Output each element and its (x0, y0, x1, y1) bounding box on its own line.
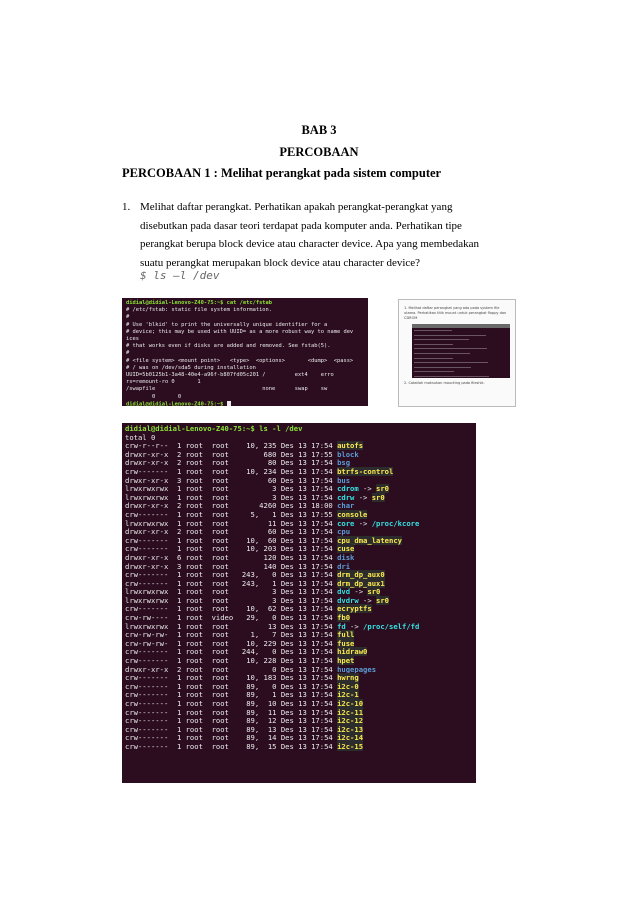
ls-links: 1 (176, 647, 182, 657)
ls-size: 243, 1 (241, 578, 277, 588)
ls-owner: root (185, 570, 203, 580)
ls-size: 10, 234 (246, 466, 277, 476)
ls-name: hugepages (337, 664, 377, 674)
ls-terminal-screenshot (122, 423, 476, 783)
ls-owner: root (185, 733, 203, 743)
ls-owner: root (185, 656, 203, 666)
ls-perm: crw------- (125, 716, 169, 726)
ls-size: 3 (272, 492, 277, 502)
ls-size: 10, 62 (246, 604, 277, 614)
ls-size: 89, 15 (246, 741, 277, 751)
cursor (227, 401, 231, 406)
ls-group: root (211, 501, 229, 511)
ls-link-target: sr0 (376, 484, 390, 494)
ls-perm: crw-r--r-- (125, 441, 169, 451)
ls-date: Des 13 17:54 (280, 552, 333, 562)
ls-size: 60 (267, 475, 277, 485)
ls-owner: root (185, 552, 203, 562)
side-step-2: 2. Catatlah maksukan mounting pada fileshik. (404, 381, 485, 385)
ls-links: 1 (176, 699, 182, 708)
ls-group: root (211, 570, 229, 580)
ls-owner: root (185, 475, 203, 485)
ls-perm: lrwxrwxrwx (125, 518, 169, 528)
fstab-line: # device; this may be used with UUID= as a more robust way to name dev (126, 328, 354, 335)
ls-links: 1 (176, 630, 182, 640)
ls-owner: root (185, 466, 203, 476)
ls-date: Des 13 17:54 (280, 604, 333, 614)
ls-name: dri (337, 561, 351, 571)
ls-date: Des 13 17:54 (280, 613, 333, 623)
ls-links: 2 (176, 449, 182, 459)
ls-name: hpet (337, 656, 355, 666)
ls-name: hwrng (337, 673, 359, 683)
ls-date: Des 13 17:54 (280, 544, 333, 554)
ls-perm: crw------- (125, 724, 169, 734)
ls-name: fb0 (337, 613, 351, 623)
ls-perm: drwxr-xr-x (125, 552, 169, 562)
ls-perm: crw------- (125, 681, 169, 691)
side-thumbnail (398, 299, 516, 407)
ls-perm: crw------- (125, 466, 169, 476)
ls-row: lrwxrwxrwx 1 root root 11 Des 13 17:54 core -> /proc/kcore (125, 518, 420, 528)
ls-size: 243, 0 (241, 570, 277, 580)
task-text: Melihat daftar perangkat. Perhatikan apakah perangkat-perangkat yang disebutkan pada dasar teori terdapat pada komputer anda. Perhatikan tipe perangkat berupa block device atau character device. Apa yang membedakan suatu perangkat merupakan block device atau character device? (140, 201, 479, 269)
ls-size: 10, 183 (246, 673, 277, 683)
fstab-line: ices (126, 336, 139, 343)
ls-date: Des 13 17:54 (280, 475, 333, 485)
ls-size: 10, 203 (246, 544, 277, 554)
ls-owner: root (185, 604, 203, 614)
ls-size: 10, 228 (246, 656, 277, 666)
ls-perm: crw------- (125, 707, 169, 717)
ls-perm: crw------- (125, 544, 169, 554)
ls-date: Des 13 17:54 (280, 724, 333, 734)
ls-size: 89, 11 (246, 707, 277, 717)
fstab-line: /swapfile none swap sw (126, 386, 328, 393)
ls-perm: drwxr-xr-x (125, 501, 169, 511)
fstab-line: UUID=5b0125b1-3a48-40e4-a96f-b807fd05c201 / ext4 erro (126, 372, 334, 379)
ls-perm: drwxr-xr-x (125, 449, 169, 459)
ls-size: 10, 60 (246, 535, 277, 545)
fstab-line: # (126, 314, 130, 321)
ls-perm: crw------- (125, 647, 169, 657)
ls-date: Des 13 17:54 (280, 578, 333, 588)
ls-owner: root (185, 681, 203, 691)
ls-link-target: sr0 (371, 492, 385, 502)
ls-perm: drwxr-xr-x (125, 475, 169, 485)
ls-date: Des 13 17:54 (280, 733, 333, 743)
fstab-line: # <file system> <mount point> <type> <options> <dump> <pass> (126, 357, 354, 364)
ls-perm: crw------- (125, 733, 169, 743)
ls-perm: crw-rw---- (125, 613, 169, 623)
ls-links: 1 (176, 621, 182, 631)
mini-terminal-titlebar (412, 324, 510, 328)
ls-links: 1 (176, 716, 182, 726)
ls-owner: root (185, 741, 203, 751)
ls-owner: root (185, 587, 203, 597)
ls-links: 1 (176, 733, 182, 743)
ls-date: Des 13 17:54 (280, 707, 333, 717)
ls-size: 89, 14 (246, 733, 277, 743)
ls-perm: lrwxrwxrwx (125, 492, 169, 502)
ls-date: Des 13 17:54 (280, 716, 333, 726)
ls-name: i2c-14 (337, 733, 364, 743)
ls-owner: root (185, 724, 203, 734)
ls-group: root (211, 509, 229, 519)
ls-owner: root (185, 673, 203, 683)
ls-name: cuse (337, 544, 355, 554)
ls-total: total 0 (125, 432, 156, 442)
ls-owner: root (185, 518, 203, 528)
ls-links: 2 (176, 664, 182, 674)
ls-size: 89, 10 (246, 699, 277, 708)
ls-date: Des 13 17:54 (280, 518, 333, 528)
ls-links: 1 (176, 518, 182, 528)
ls-date: Des 13 17:54 (280, 535, 333, 545)
ls-date: Des 13 17:54 (280, 466, 333, 476)
ls-group: root (211, 587, 229, 597)
ls-perm: crw------- (125, 578, 169, 588)
ls-perm: drwxr-xr-x (125, 458, 169, 468)
ls-links: 1 (176, 535, 182, 545)
ls-owner: root (185, 509, 203, 519)
ls-perm: crw-rw-rw- (125, 638, 169, 648)
ls-size: 5, 1 (250, 509, 277, 519)
ls-size: 10, 229 (246, 638, 277, 648)
ls-date: Des 13 17:54 (280, 441, 333, 451)
mini-terminal-line (414, 376, 489, 378)
fstab-line: # / was on /dev/sda5 during installation (126, 364, 256, 371)
ls-group: root (211, 733, 229, 743)
ls-name: cpu (337, 527, 351, 537)
ls-group: root (211, 544, 229, 554)
ls-owner: root (185, 699, 203, 708)
ls-date: Des 13 17:54 (280, 673, 333, 683)
ls-links: 1 (176, 509, 182, 519)
ls-perm: lrwxrwxrwx (125, 484, 169, 494)
ls-date: Des 13 17:54 (280, 527, 333, 537)
ls-owner: root (185, 638, 203, 648)
fstab-line: 0 0 (126, 393, 182, 400)
ls-perm: crw------- (125, 656, 169, 666)
ls-group: root (211, 664, 229, 674)
ls-group: root (211, 475, 229, 485)
ls-links: 1 (176, 595, 182, 605)
ls-date: Des 13 17:54 (280, 630, 333, 640)
ls-links: 1 (176, 690, 182, 700)
ls-group: root (211, 492, 229, 502)
ls-owner: root (185, 492, 203, 502)
ls-date: Des 13 17:54 (280, 647, 333, 657)
ls-date: Des 13 17:55 (280, 449, 333, 459)
ls-group: root (211, 716, 229, 726)
ls-date: Des 13 17:54 (280, 587, 333, 597)
ls-owner: root (185, 484, 203, 494)
ls-links: 1 (176, 681, 182, 691)
ls-links: 2 (176, 527, 182, 537)
ls-perm: drwxr-xr-x (125, 527, 169, 537)
ls-owner: root (185, 578, 203, 588)
ls-size: 11 (267, 518, 277, 528)
ls-rows (125, 442, 473, 751)
ls-group: root (211, 681, 229, 691)
ls-links: 1 (176, 587, 182, 597)
ls-size: 29, 0 (246, 613, 277, 623)
ls-owner: root (185, 561, 203, 571)
fstab-line: # (126, 350, 130, 357)
ls-name: i2c-12 (337, 716, 364, 726)
ls-size: 3 (272, 484, 277, 494)
ls-group: root (211, 630, 229, 640)
ls-date: Des 13 17:54 (280, 595, 333, 605)
ls-owner: root (185, 527, 203, 537)
ls-group: root (211, 638, 229, 648)
ls-links: 1 (176, 441, 182, 451)
ls-owner: root (185, 664, 203, 674)
ls-date: Des 13 17:54 (280, 656, 333, 666)
ls-size: 4260 (259, 501, 277, 511)
ls-name: i2c-15 (337, 741, 364, 751)
ls-perm: crw------- (125, 741, 169, 751)
ls-size: 80 (267, 458, 277, 468)
ls-group: video (211, 613, 234, 623)
ls-date: Des 13 17:54 (280, 492, 333, 502)
ls-name: disk (337, 552, 355, 562)
fstab-line: # /etc/fstab: static file system information. (126, 307, 273, 314)
ls-size: 140 (263, 561, 277, 571)
ls-links: 1 (176, 604, 182, 614)
ls-owner: root (185, 501, 203, 511)
ls-owner: root (185, 613, 203, 623)
ls-group: root (211, 552, 229, 562)
experiment-title: PERCOBAAN 1 : Melihat perangkat pada sistem computer (122, 166, 442, 180)
ls-name: bsg (337, 458, 351, 468)
ls-group: root (211, 595, 229, 605)
ls-size: 89, 12 (246, 716, 277, 726)
ls-size: 244, 0 (241, 647, 277, 657)
ls-size: 120 (263, 552, 277, 562)
ls-name: char (337, 501, 355, 511)
ls-date: Des 13 17:54 (280, 621, 333, 631)
ls-group: root (211, 484, 229, 494)
ls-perm: crw------- (125, 690, 169, 700)
ls-date: Des 13 17:54 (280, 638, 333, 648)
ls-links: 6 (176, 552, 182, 562)
ls-name: cdrw (337, 492, 355, 502)
ls-date: Des 13 17:54 (280, 570, 333, 580)
ls-links: 1 (176, 673, 182, 683)
ls-group: root (211, 690, 229, 700)
ls-owner: root (185, 716, 203, 726)
ls-name: cpu_dma_latency (337, 535, 402, 545)
ls-group: root (211, 699, 229, 708)
ls-date: Des 13 17:54 (280, 664, 333, 674)
ls-row: lrwxrwxrwx 1 root root 3 Des 13 17:54 dvdrw -> sr0 (125, 595, 390, 605)
ls-size: 89, 1 (246, 690, 277, 700)
fstab-terminal-screenshot (122, 298, 368, 406)
ls-group: root (211, 578, 229, 588)
ls-perm: crw------- (125, 699, 169, 708)
ls-name: hidraw0 (337, 647, 368, 657)
ls-name: drm_dp_aux0 (337, 570, 385, 580)
task-number: 1. (122, 201, 131, 213)
side-step-1: 1. Melihat daftar perangkat yang ada pada system file utama. Perhatikan titik mount untuk perangkat floppy dan CDROM (404, 306, 507, 320)
ls-row: lrwxrwxrwx 1 root root 3 Des 13 17:54 cdrom -> sr0 (125, 484, 390, 494)
ls-owner: root (185, 449, 203, 459)
ls-date: Des 13 17:54 (280, 484, 333, 494)
ls-links: 2 (176, 458, 182, 468)
ls-name: i2c-0 (337, 681, 359, 691)
ls-group: root (211, 441, 229, 451)
ls-group: root (211, 707, 229, 717)
ls-links: 1 (176, 707, 182, 717)
ls-links: 2 (176, 501, 182, 511)
ls-name: console (337, 509, 368, 519)
ls-owner: root (185, 647, 203, 657)
ls-perm: crw------- (125, 673, 169, 683)
ls-name: cdrom (337, 484, 359, 494)
ls-group: root (211, 656, 229, 666)
fstab-line: # Use 'blkid' to print the universally unique identifier for a (126, 321, 328, 328)
ls-name: bus (337, 475, 351, 485)
ls-date: Des 13 17:54 (280, 741, 333, 751)
ls-group: root (211, 449, 229, 459)
ls-prompt: didial@didial-Lenovo-Z40-75:~$ ls -l /dev (125, 424, 303, 433)
ls-owner: root (185, 690, 203, 700)
ls-links: 1 (176, 570, 182, 580)
ls-size: 13 (267, 621, 277, 631)
ls-perm: crw------- (125, 604, 169, 614)
ls-link-target: /proc/self/fd (363, 621, 420, 631)
ls-row: lrwxrwxrwx 1 root root 3 Des 13 17:54 cdrw -> sr0 (125, 492, 385, 502)
ls-links: 1 (176, 484, 182, 494)
ls-links: 3 (176, 561, 182, 571)
ls-perm: crw------- (125, 535, 169, 545)
ls-date: Des 13 17:54 (280, 561, 333, 571)
ls-size: 680 (263, 449, 277, 459)
ls-perm: lrwxrwxrwx (125, 621, 169, 631)
ls-links: 1 (176, 656, 182, 666)
ls-name: full (337, 630, 355, 640)
ls-name: fuse (337, 638, 355, 648)
ls-row (125, 743, 473, 752)
ls-row: lrwxrwxrwx 1 root root 3 Des 13 17:54 dvd -> sr0 (125, 587, 381, 597)
ls-name: core (337, 518, 355, 528)
fstab-line: didial@didial-Lenovo-Z40-75:~$ (126, 401, 364, 406)
ls-perm: drwxr-xr-x (125, 664, 169, 674)
ls-group: root (211, 621, 229, 631)
ls-group: root (211, 458, 229, 468)
ls-owner: root (185, 707, 203, 717)
ls-owner: root (185, 441, 203, 451)
ls-group: root (211, 561, 229, 571)
ls-group: root (211, 518, 229, 528)
fstab-line: didial@didial-Lenovo-Z40-75:~$ cat /etc/fstab (126, 300, 273, 306)
fstab-line: # that works even if disks are added and removed. See fstab(5). (126, 343, 331, 350)
ls-owner: root (185, 535, 203, 545)
ls-links: 1 (176, 638, 182, 648)
task-1 (122, 198, 482, 272)
ls-size: 89, 13 (246, 724, 277, 734)
ls-group: root (211, 741, 229, 751)
ls-owner: root (185, 458, 203, 468)
ls-links: 1 (176, 492, 182, 502)
ls-size: 3 (272, 595, 277, 605)
ls-owner: root (185, 595, 203, 605)
ls-perm: lrwxrwxrwx (125, 595, 169, 605)
ls-owner: root (185, 621, 203, 631)
ls-name: ecryptfs (337, 604, 372, 614)
ls-links: 1 (176, 466, 182, 476)
ls-size: 3 (272, 587, 277, 597)
ls-links: 3 (176, 475, 182, 485)
ls-link-target: sr0 (367, 587, 381, 597)
ls-size: 1, 7 (250, 630, 277, 640)
ls-date: Des 13 17:54 (280, 690, 333, 700)
ls-size: 0 (272, 664, 277, 674)
ls-name: dvdrw (337, 595, 359, 605)
ls-owner: root (185, 544, 203, 554)
chapter-title: BAB 3 (301, 123, 337, 137)
task-command: $ ls –l /dev (140, 269, 220, 282)
mini-terminal (412, 324, 510, 378)
ls-group: root (211, 724, 229, 734)
ls-name: i2c-11 (337, 707, 364, 717)
section-title: PERCOBAAN (279, 145, 359, 159)
ls-name: block (337, 449, 359, 459)
ls-name: i2c-10 (337, 699, 364, 708)
ls-links: 1 (176, 741, 182, 751)
ls-date: Des 13 17:54 (280, 681, 333, 691)
ls-date: Des 13 18:00 (280, 501, 333, 511)
ls-group: root (211, 673, 229, 683)
ls-perm: crw-rw-rw- (125, 630, 169, 640)
ls-row: lrwxrwxrwx 1 root root 13 Des 13 17:54 fd -> /proc/self/fd (125, 621, 420, 631)
ls-group: root (211, 647, 229, 657)
ls-perm: drwxr-xr-x (125, 561, 169, 571)
ls-links: 1 (176, 578, 182, 588)
ls-name: dvd (337, 587, 351, 597)
ls-size: 89, 0 (246, 681, 277, 691)
ls-date: Des 13 17:54 (280, 458, 333, 468)
ls-name: btrfs-control (337, 466, 394, 476)
ls-name: drm_dp_aux1 (337, 578, 385, 588)
ls-link-target: sr0 (376, 595, 390, 605)
ls-date: Des 13 17:54 (280, 699, 333, 708)
ls-size: 60 (267, 527, 277, 537)
ls-name: i2c-1 (337, 690, 359, 700)
ls-name: autofs (337, 441, 364, 451)
ls-link-target: /proc/kcore (371, 518, 420, 528)
ls-size: 10, 235 (246, 441, 277, 451)
ls-owner: root (185, 630, 203, 640)
ls-name: fd (337, 621, 346, 631)
ls-group: root (211, 604, 229, 614)
fstab-line: rs=remount-ro 0 1 (126, 379, 201, 386)
ls-group: root (211, 527, 229, 537)
ls-perm: lrwxrwxrwx (125, 587, 169, 597)
ls-links: 1 (176, 613, 182, 623)
ls-perm: crw------- (125, 570, 169, 580)
ls-group: root (211, 535, 229, 545)
ls-date: Des 13 17:55 (280, 509, 333, 519)
ls-links: 1 (176, 724, 182, 734)
ls-name: i2c-13 (337, 724, 364, 734)
ls-links: 1 (176, 544, 182, 554)
ls-group: root (211, 466, 229, 476)
ls-perm: crw------- (125, 509, 169, 519)
